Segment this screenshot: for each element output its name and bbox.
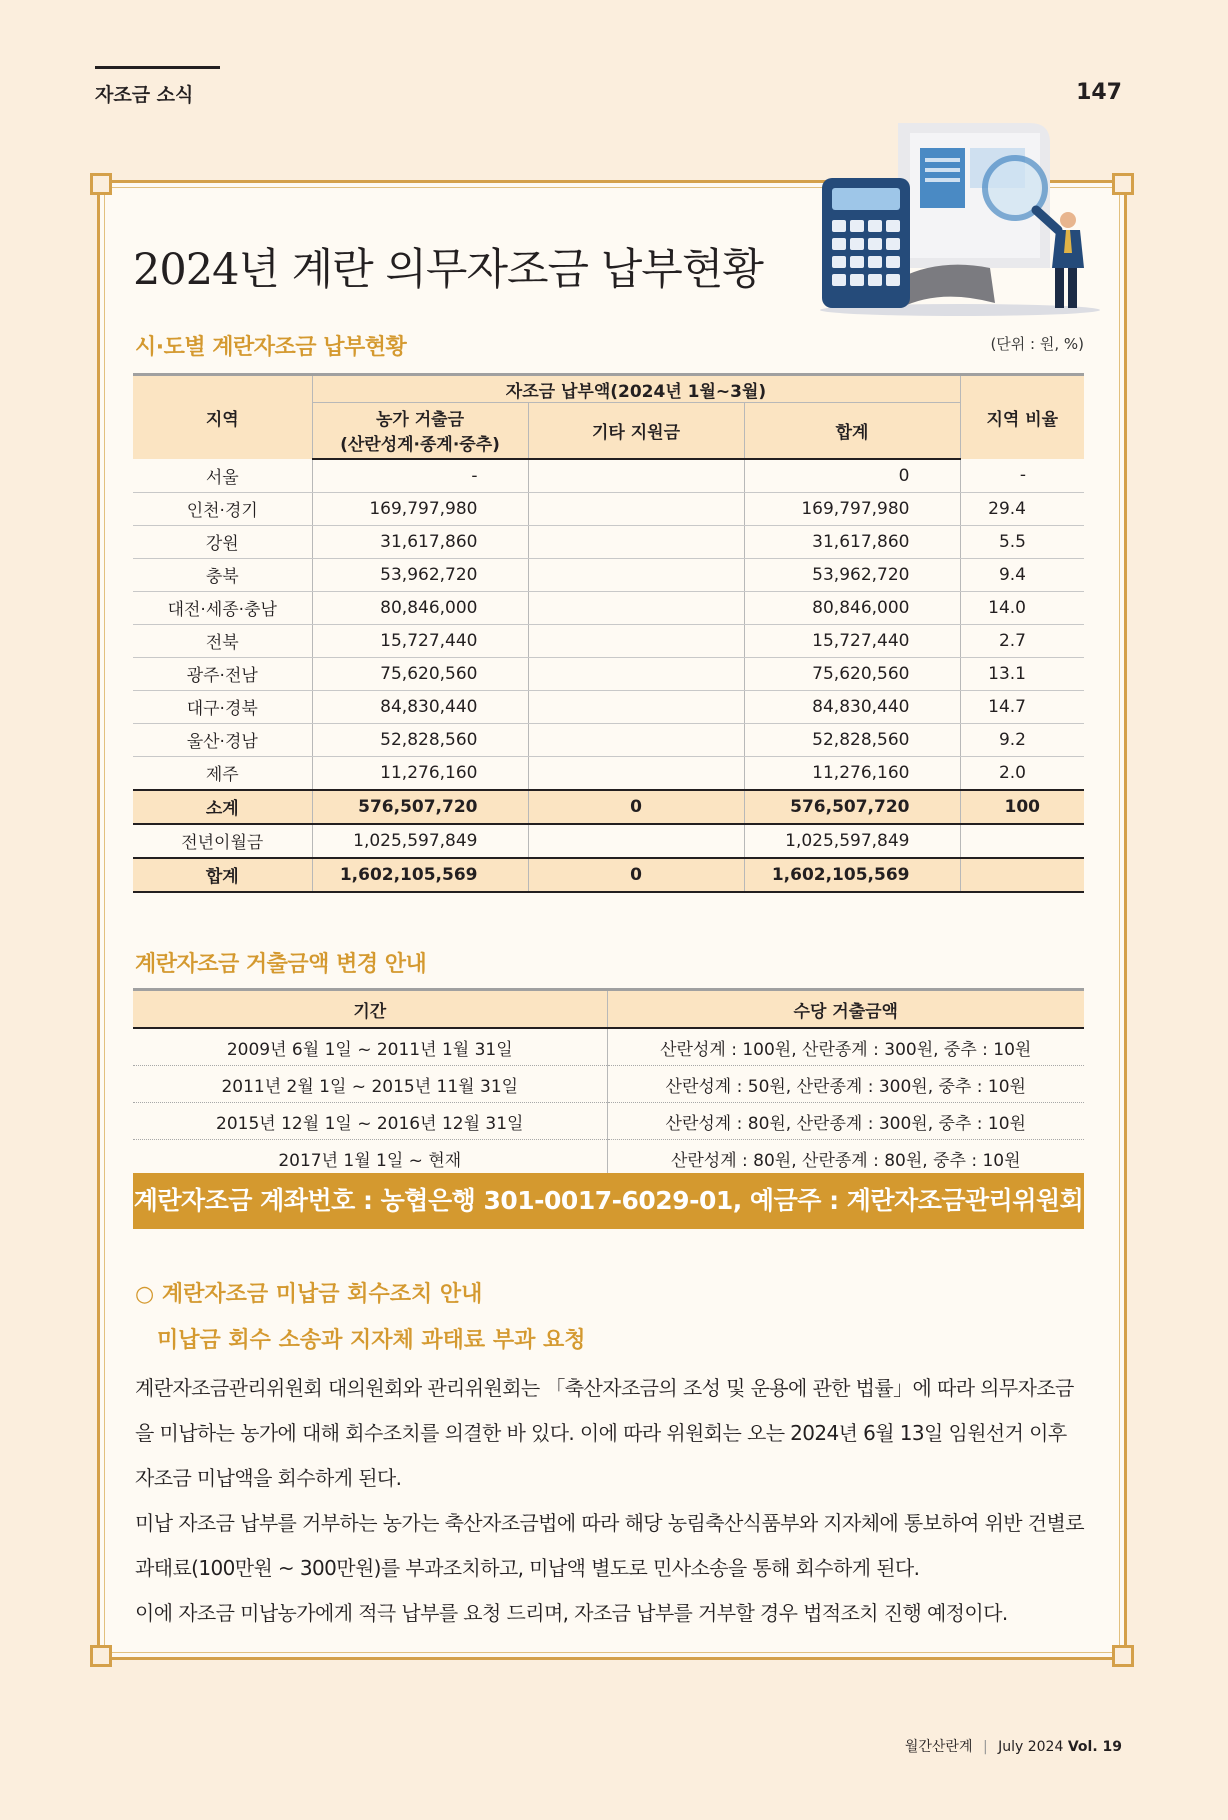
cell-total: 31,617,860 xyxy=(744,525,960,558)
account-banner: 계란자조금 계좌번호 : 농협은행 301-0017-6029-01, 예금주 : 계란자조금관리위원회 xyxy=(133,1173,1084,1229)
cell-farm: 31,617,860 xyxy=(312,525,528,558)
cell-ratio: 14.0 xyxy=(960,591,1084,624)
header-farm: 농가 거출금 (산란성계·종계·중추) xyxy=(312,403,528,459)
cell-other xyxy=(528,723,744,756)
table-row xyxy=(133,1028,1084,1066)
cell-region: 대전·세종·충남 xyxy=(133,591,312,624)
notice-paragraph: 이에 자조금 미납농가에게 적극 납부를 요청 드리며, 자조금 납부를 거부할 경우 법적조치 진행 예정이다. xyxy=(135,1601,1008,1625)
cell-ratio: 9.2 xyxy=(960,723,1084,756)
magazine-name: 월간산란계 xyxy=(904,1739,973,1755)
cell-region: 광주·전남 xyxy=(133,657,312,690)
table-row xyxy=(133,558,1084,591)
cell-region: 서울 xyxy=(133,459,312,493)
cell-farm: 52,828,560 xyxy=(312,723,528,756)
notice-body xyxy=(135,1366,1087,1636)
notice-subheading: 미납금 회수 소송과 지자체 과태료 부과 요청 xyxy=(157,1328,586,1353)
cell-other xyxy=(528,624,744,657)
table1-subtitle: 시·도별 계란자조금 납부현황 xyxy=(135,335,407,360)
page-number: 147 xyxy=(1076,80,1122,105)
cell-amount: 산란성계 : 80원, 산란종계 : 80원, 중추 : 10원 xyxy=(607,1140,1084,1178)
cell-farm: 53,962,720 xyxy=(312,558,528,591)
header-amount: 수당 거출금액 xyxy=(607,990,1084,1029)
cell-region: 울산·경남 xyxy=(133,723,312,756)
table-row xyxy=(133,1066,1084,1103)
header-region: 지역 xyxy=(133,375,312,459)
frame-corner xyxy=(1112,173,1134,195)
cell-total: 169,797,980 xyxy=(744,492,960,525)
cell-other xyxy=(528,459,744,493)
cell-region: 강원 xyxy=(133,525,312,558)
cell-other xyxy=(528,525,744,558)
table-row xyxy=(133,657,1084,690)
table-row xyxy=(133,525,1084,558)
cell-amount: 산란성계 : 80원, 산란종계 : 300원, 중추 : 10원 xyxy=(607,1103,1084,1140)
unit-note: (단위 : 원, %) xyxy=(990,335,1084,353)
cell-total: 15,727,440 xyxy=(744,624,960,657)
header-other: 기타 지원금 xyxy=(528,403,744,459)
table-row xyxy=(133,690,1084,723)
notice-paragraph: 계란자조금관리위원회 대의원회와 관리위원회는 「축산자조금의 조성 및 운용에 관한 법률」에 따라 의무자조금을 미납하는 농가에 대해 회수조치를 의결한 바 있다. 이에 따라 위원회는 오는 2024년 6월 13일 임원선거 이후 자조금 미납액을 회수하게 된다. xyxy=(135,1376,1074,1490)
header-payment-group: 자조금 납부액(2024년 1월~3월) xyxy=(312,375,960,403)
cell-period: 2015년 12월 1일 ~ 2016년 12월 31일 xyxy=(133,1103,607,1140)
cell-other xyxy=(528,690,744,723)
table-row xyxy=(133,756,1084,790)
table-row xyxy=(133,459,1084,493)
cell-total: 11,276,160 xyxy=(744,756,960,790)
cell-period: 2009년 6월 1일 ~ 2011년 1월 31일 xyxy=(133,1028,607,1066)
frame-corner xyxy=(90,173,112,195)
header-total: 합계 xyxy=(744,403,960,459)
notice-paragraph: 미납 자조금 납부를 거부하는 농가는 축산자조금법에 따라 해당 농림축산식품부와 지자체에 통보하여 위반 건별로 과태료(100만원 ~ 300만원)를 부과조치하고, 미납액 별도로 민사소송을 통해 회수하게 된다. xyxy=(135,1511,1084,1580)
cell-amount: 산란성계 : 100원, 산란종계 : 300원, 중추 : 10원 xyxy=(607,1028,1084,1066)
cell-other xyxy=(528,591,744,624)
cell-farm: 169,797,980 xyxy=(312,492,528,525)
section-label: 자조금 소식 xyxy=(95,84,194,106)
cell-farm: 11,276,160 xyxy=(312,756,528,790)
table-row xyxy=(133,1103,1084,1140)
cell-farm: 15,727,440 xyxy=(312,624,528,657)
cell-ratio: 2.7 xyxy=(960,624,1084,657)
cell-ratio: - xyxy=(960,459,1084,493)
table-row xyxy=(133,1140,1084,1178)
subtotal-row: 소계 576,507,720 0 576,507,720 100 xyxy=(133,790,1084,824)
header-ratio: 지역 비율 xyxy=(960,375,1084,459)
header-period: 기간 xyxy=(133,990,607,1029)
cell-ratio: 29.4 xyxy=(960,492,1084,525)
cell-farm: - xyxy=(312,459,528,493)
issue-date: July 2024 xyxy=(998,1739,1064,1755)
cell-region: 전북 xyxy=(133,624,312,657)
page-title: 2024년 계란 의무자조금 납부현황 xyxy=(133,245,763,295)
cell-region: 제주 xyxy=(133,756,312,790)
cell-period: 2011년 2월 1일 ~ 2015년 11월 31일 xyxy=(133,1066,607,1103)
table-row xyxy=(133,492,1084,525)
cell-amount: 산란성계 : 50원, 산란종계 : 300원, 중추 : 10원 xyxy=(607,1066,1084,1103)
frame-corner xyxy=(90,1645,112,1667)
footer-separator: | xyxy=(982,1739,988,1755)
cell-total: 0 xyxy=(744,459,960,493)
payment-status-table xyxy=(133,373,1084,893)
cell-total: 52,828,560 xyxy=(744,723,960,756)
header-rule xyxy=(95,66,220,69)
calculator-magnifier-illustration xyxy=(800,118,1100,318)
notice-heading: ○ 계란자조금 미납금 회수조치 안내 xyxy=(135,1282,483,1307)
cell-total: 53,962,720 xyxy=(744,558,960,591)
table-row xyxy=(133,723,1084,756)
cell-farm: 84,830,440 xyxy=(312,690,528,723)
cell-other xyxy=(528,756,744,790)
cell-total: 75,620,560 xyxy=(744,657,960,690)
cell-other xyxy=(528,492,744,525)
levy-change-table xyxy=(133,988,1084,1178)
cell-ratio: 13.1 xyxy=(960,657,1084,690)
cell-ratio: 5.5 xyxy=(960,525,1084,558)
carryover-row: 전년이월금 1,025,597,849 1,025,597,849 xyxy=(133,824,1084,858)
cell-region: 인천·경기 xyxy=(133,492,312,525)
cell-ratio: 2.0 xyxy=(960,756,1084,790)
cell-total: 80,846,000 xyxy=(744,591,960,624)
table2-subtitle: 계란자조금 거출금액 변경 안내 xyxy=(135,952,427,977)
cell-region: 대구·경북 xyxy=(133,690,312,723)
cell-other xyxy=(528,558,744,591)
issue-volume: Vol. 19 xyxy=(1067,1739,1122,1755)
cell-ratio: 14.7 xyxy=(960,690,1084,723)
cell-other xyxy=(528,657,744,690)
cell-farm: 80,846,000 xyxy=(312,591,528,624)
grand-total-row: 합계 1,602,105,569 0 1,602,105,569 xyxy=(133,858,1084,892)
table-row xyxy=(133,624,1084,657)
cell-ratio: 9.4 xyxy=(960,558,1084,591)
cell-total: 84,830,440 xyxy=(744,690,960,723)
frame-corner xyxy=(1112,1645,1134,1667)
cell-period: 2017년 1월 1일 ~ 현재 xyxy=(133,1140,607,1178)
cell-farm: 75,620,560 xyxy=(312,657,528,690)
cell-region: 충북 xyxy=(133,558,312,591)
table-row xyxy=(133,591,1084,624)
page-footer xyxy=(905,1736,1122,1756)
